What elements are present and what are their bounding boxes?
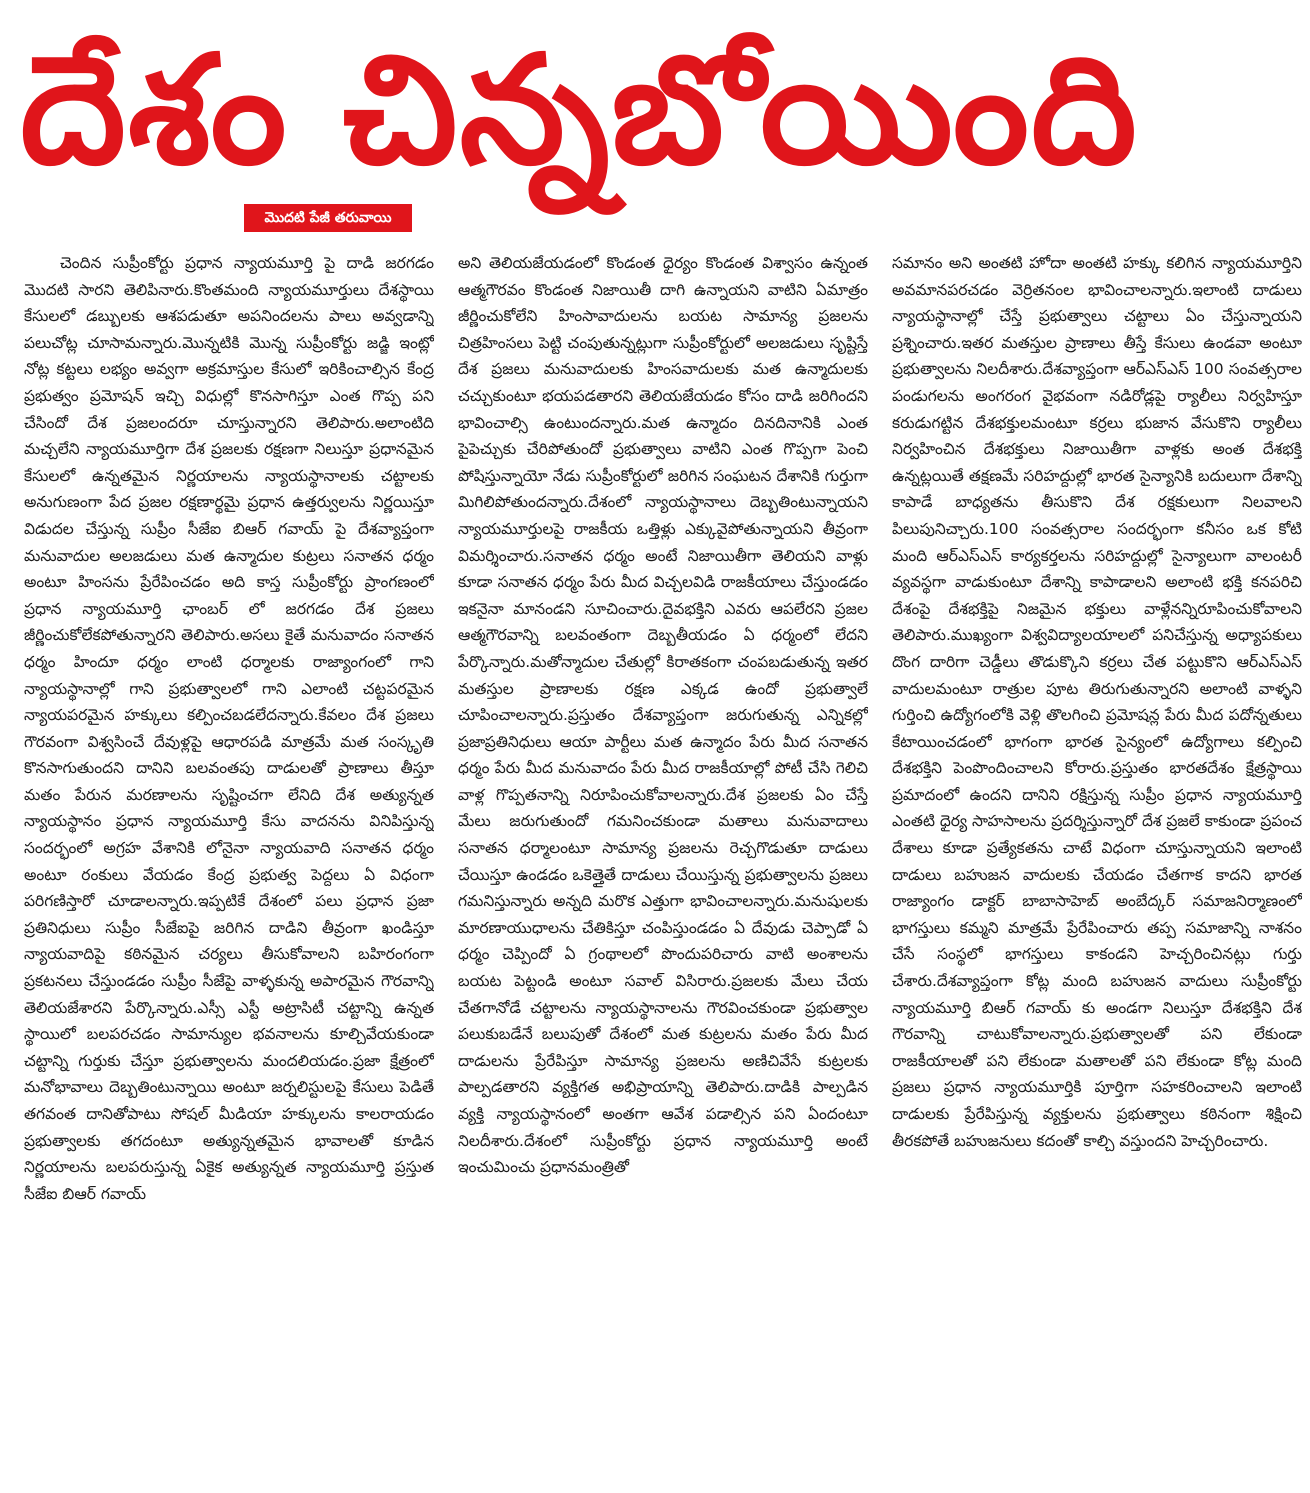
article-column-3: సమానం అని అంతటి హోదా అంతటి హక్కు కలిగిన న్యాయమూర్తిని అవమానపరచడం వెర్రితనంల భావించాలన్నారు.ఇలాంటి దాడులు న్యాయస్థానాల్లో చేస్తే ప్రభుత్వాలు చట్టాలు ఏం చేస్తున్నాయని ప్రశ్నించారు.ఇతర మతస్తుల ప్రాణాలు తీస్తే కేసులు ఉండవా అంటూ ప్రభుత్వాలను నిలదీశారు.దేశవ్యాప్తంగా ఆర్ఎస్ఎస్ 100 సంవత్సరాల పండుగలను అంగరంగ వైభవంగా నడిరోడ్లపై ర్యాలీలు నిర్వహిస్తూ కరుడుగట్టిన దేశభక్తులమంటూ కర్రలు భుజాన వేసుకొని ర్యాలీలు నిర్వహించిన దేశభక్తులు నిజాయితీగా వాళ్లకు అంత దేశభక్తి ఉన్నట్లయితే తక్షణమే సరిహద్దుల్లో భారత సైన్యానికి బదులుగా దేశాన్ని కాపాడే బాధ్యతను తీసుకొని దేశ రక్షకులుగా నిలవాలని పిలుపునిచ్చారు.100 సంవత్సరాల సందర్భంగా కనీసం ఒక కోటి మంది ఆర్ఎస్ఎస్ కార్యకర్తలను సరిహద్దుల్లో సైన్యాలుగా వాలంటరీ వ్యవస్థగా వాడుకుంటూ దేశాన్ని కాపాడాలని అలాంటి భక్తి కనపరిచి దేశంపై దేశభక్తిపై నిజమైన భక్తులు వాళ్లేనన్నిరూపించుకోవాలని తెలిపారు.ముఖ్యంగా విశ్వవిద్యాలయాలలో పనిచేస్తున్న అధ్యాపకులు దొంగ దారిగా చెడ్డీలు తొడుక్కొని కర్రలు చేత పట్టుకొని ఆర్ఎస్ఎస్ వాదులమంటూ రాత్రుల పూట తిరుగుతున్నారని అలాంటి వాళ్ళని గుర్తించి ఉద్యోగంలోకి వెళ్లి తొలగించి ప్రమోషన్ల పేరు మీద పదోన్నతులు కేటాయించడంలో భాగంగా భారత సైన్యంలో ఉద్యోగాలు కల్పించి దేశభక్తిని పెంపొందించాలని కోరారు.ప్రస్తుతం భారతదేశం క్షేత్రస్థాయి ప్రమాదంలో ఉందని దానిని రక్షిస్తున్న సుప్రీం ప్రధాన న్యాయమూర్తి ఎంతటి ధైర్య సాహసాలను ప్రదర్శిస్తున్నారో దేశ ప్రజలే కాకుండా ప్రపంచ దేశాలు కూడా ప్రత్యేకతను చాటే విధంగా చూస్తున్నాయని ఇలాంటి దాడులు బహుజన వాదులకు చేయడం చేతగాక కాదని భారత రాజ్యాంగం డాక్టర్ బాబాసాహెబ్ అంబేద్కర్ సమాజనిర్మాణంలో భాగస్తులు కమ్మని మాత్రమే ప్రేరేపించారు తప్ప సమాజాన్ని నాశనం చేసే సంస్థలో భాగస్తులు కాకండని హెచ్చరించినట్లు గుర్తు చేశారు.దేశవ్యాప్తంగా కోట్ల మంది బహుజన వాదులు సుప్రీంకోర్టు న్యాయమూర్తి బిఆర్ గవాయ్ కు అండగా నిలుస్తూ దేశభక్తిని దేశ గౌరవాన్ని చాటుకోవాలన్నారు.ప్రభుత్వాలతో పని లేకుండా రాజకీయాలతో పని లేకుండా మతాలతో పని లేకుండా కోట్ల మంది ప్రజలు ప్రధాన న్యాయమూర్తికి పూర్తిగా సహకరించాలని ఇలాంటి దాడులకు ప్రేరేపిస్తున్న వ్యక్తులను ప్రభుత్వాలు కఠినంగా శిక్షించి తీరకపోతే బహుజనులు కదంతో కాల్చి వస్తుందని హెచ్చరించారు. [892,254,1302,1150]
headline: దేశం చిన్నబోయింది [20,24,1139,198]
article-column-1: చెందిన సుప్రీంకోర్టు ప్రధాన న్యాయమూర్తి పై దాడి జరగడం మొదటి సారని తెలిపినారు.కొంతమంది న్యాయమూర్తులు దేశస్థాయి కేసులలో డబ్బులకు ఆశపడుతూ అపనిందలను పాలు అవ్వడాన్ని పలుచోట్ల చూసామన్నారు.మొన్నటికి మొన్న సుప్రీంకోర్టు జడ్జి ఇంట్లో నోట్ల కట్టలు లభ్యం అవ్వగా అక్రమాస్తుల కేసులో ఇరికించాల్సిన కేంద్ర ప్రభుత్వం ప్రమోషన్ ఇచ్చి విధుల్లో కొనసాగిస్తూ ఎంత గొప్ప పని చేసిందో దేశ ప్రజలందరూ చూస్తున్నారని తెలిపారు.అలాంటిది మచ్చలేని న్యాయమూర్తిగా దేశ ప్రజలకు రక్షణగా నిలుస్తూ ప్రధానమైన కేసులలో ఉన్నతమైన నిర్ణయాలను న్యాయస్థానాలకు చట్టాలకు అనుగుణంగా పేద ప్రజల రక్షణార్థమై ప్రధాన ఉత్తర్వులను నిర్ణయిస్తూ విడుదల చేస్తున్న సుప్రీం సీజేఐ బిఆర్ గవాయ్ పై దేశవ్యాప్తంగా మనువాదుల అలజడులు మత ఉన్మాదుల కుట్రలు సనాతన ధర్మం అంటూ హింసను ప్రేరేపించడం అది కాస్త సుప్రీంకోర్టు ప్రాంగణంలో ప్రధాన న్యాయమూర్తి ఛాంబర్ లో జరగడం దేశ ప్రజలు జీర్ణించుకోలేకపోతున్నారని తెలిపారు.అసలు కైతే మనువాదం సనాతన ధర్మం హిందూ ధర్మం లాంటి ధర్మాలకు రాజ్యాంగంలో గాని న్యాయస్థానాల్లో గాని ప్రభుత్వాలలో గాని ఎలాంటి చట్టపరమైన న్యాయపరమైన హక్కులు కల్పించబడలేదన్నారు.కేవలం దేశ ప్రజలు గౌరవంగా విశ్వసించే దేవుళ్లపై ఆధారపడి మాత్రమే మత సంస్కృతి కొనసాగుతుందని దానిని బలవంతపు దాడులతో ప్రాణాలు తీస్తూ మతం పేరున మరణాలను సృష్టించగా లేనిది దేశ అత్యున్నత న్యాయస్థానం ప్రధాన న్యాయమూర్తి కేసు వాదనను వినిపిస్తున్న సందర్భంలో అగ్రహ వేశానికి లోనైనా న్యాయవాది సనాతన ధర్మం అంటూ రంకులు వేయడం కేంద్ర ప్రభుత్వ పెద్దలు ఏ విధంగా పరిగణిస్తారో చూడాలన్నారు.ఇప్పటికే దేశంలో పలు ప్రధాన ప్రజా ప్రతినిధులు సుప్రీం సీజేఐపై జరిగిన దాడిని తీవ్రంగా ఖండిస్తూ న్యాయవాదిపై కఠినమైన చర్యలు తీసుకోవాలని బహిరంగంగా ప్రకటనలు చేస్తుండడం సుప్రీం సీజేపై వాళ్ళకున్న అపారమైన గౌరవాన్ని తెలియజేశారని పేర్కొన్నారు.ఎస్సీ ఎస్టీ అట్రాసిటీ చట్టాన్ని ఉన్నత స్థాయిలో బలపరచడం సామాన్యుల భవనాలను కూల్చివేయకుండా చట్టాన్ని గుర్తుకు చేస్తూ ప్రభుత్వాలను మందలియడం.ప్రజా క్షేత్రంలో మనోభావాలు దెబ్బతింటున్నాయి అంటూ జర్నలిస్టులపై కేసులు పెడితే తగవంత దానితోపాటు సోషల్ మీడియా హక్కులను కాలరాయడం ప్రభుత్వాలకు తగదంటూ అత్యున్నతమైన భావాలతో కూడిన నిర్ణయాలను బలపరుస్తున్న ఏకైక అత్యున్నత న్యాయమూర్తి ప్రస్తుత సీజేఐ బిఆర్ గవాయ్ [24,254,434,1203]
continued-from-front-page-badge: మొదటి పేజీ తరువాయి [244,204,412,232]
article-column-2: అని తెలియజేయడంలో కొండంత ధైర్యం కొండంత విశ్వాసం ఉన్నంత ఆత్మగౌరవం కొండంత నిజాయితీ దాగి ఉన్నాయని వాటిని ఏమాత్రం జీర్ణించుకోలేని హింసావాదులను బయట సామాన్య ప్రజలను చిత్రహింసలు పెట్టి చంపుతున్నట్లుగా సుప్రీంకోర్టులో అలజడులు సృష్టిస్తే దేశ ప్రజలు మనువాదులకు హింసవాదులకు మత ఉన్మాదులకు చచ్చుకుంటూ భయపడతారని తెలియజేయడం కోసం దాడి జరిగిందని భావించాల్సి ఉంటుందన్నారు.మత ఉన్మాదం దినదినానికి ఎంత పైపెచ్చుకు చేరిపోతుందో ప్రభుత్వాలు వాటిని ఎంత గొప్పగా పెంచి పోషిస్తున్నాయో నేడు సుప్రీంకోర్టులో జరిగిన సంఘటన దేశానికి గుర్తుగా మిగిలిపోతుందన్నారు.దేశంలో న్యాయస్థానాలు దెబ్బతింటున్నాయని న్యాయమూర్తులపై రాజకీయ ఒత్తిళ్లు ఎక్కువైపోతున్నాయని తీవ్రంగా విమర్శించారు.సనాతన ధర్మం అంటే నిజాయితీగా తెలియని వాళ్లు కూడా సనాతన ధర్మం పేరు మీద విచ్చలవిడి రాజకీయాలు చేస్తుండడం ఇకనైనా మానండని సూచించారు.దైవభక్తిని ఎవరు ఆపలేరని ప్రజల ఆత్మగౌరవాన్ని బలవంతంగా దెబ్బతీయడం ఏ ధర్మంలో లేదని పేర్కొన్నారు.మతోన్మాదుల చేతుల్లో కిరాతకంగా చంపబడుతున్న ఇతర మతస్తుల ప్రాణాలకు రక్షణ ఎక్కడ ఉందో ప్రభుత్వాలే చూపించాలన్నారు.ప్రస్తుతం దేశవ్యాప్తంగా జరుగుతున్న ఎన్నికల్లో ప్రజాప్రతినిధులు ఆయా పార్టీలు మత ఉన్మాదం పేరు మీద సనాతన ధర్మం పేరు మీద మనువాదం పేరు మీద రాజకీయాల్లో పోటీ చేసి గెలిచి వాళ్ల గొప్పతనాన్ని నిరూపించుకోవాలన్నారు.దేశ ప్రజలకు ఏం చేస్తే మేలు జరుగుతుందో గమనించకుండా మతాలు మనువాదాలు సనాతన ధర్మాలంటూ సామాన్య ప్రజలను రెచ్చగొడుతూ దాడులు చేయిస్తూ ఉండడం ఒకెత్తైతే దాడులు చేయిస్తున్న ప్రభుత్వాలను ప్రజలు గమనిస్తున్నారు అన్నది మరొక ఎత్తుగా భావించాలన్నారు.మనుషులకు మారణాయుధాలను చేతికిస్తూ చంపిస్తుండడం ఏ దేవుడు చెప్పాడో ఏ ధర్మం చెప్పిందో ఏ గ్రంథాలలో పొందుపరిచారు వాటి అంశాలను బయట పెట్టండి అంటూ సవాల్ విసిరారు.ప్రజలకు మేలు చేయ చేతగానోడే చట్టాలను న్యాయస్థానాలను గౌరవించకుండా ప్రభుత్వాల పలుకుబడేనే బలుపుతో దేశంలో మత కుట్రలను మతం పేరు మీద దాడులను ప్రేరేపిస్తూ సామాన్య ప్రజలను అణిచివేసే కుట్రలకు పాల్పడతారని వ్యక్తిగత అభిప్రాయాన్ని తెలిపారు.దాడికి పాల్పడిన వ్యక్తి న్యాయస్థానంలో అంతగా ఆవేశ పడాల్సిన పని ఏందంటూ నిలదీశారు.దేశంలో సుప్రీంకోర్టు ప్రధాన న్యాయమూర్తి అంటే ఇంచుమించు ప్రధానమంత్రితో [458,254,868,1177]
